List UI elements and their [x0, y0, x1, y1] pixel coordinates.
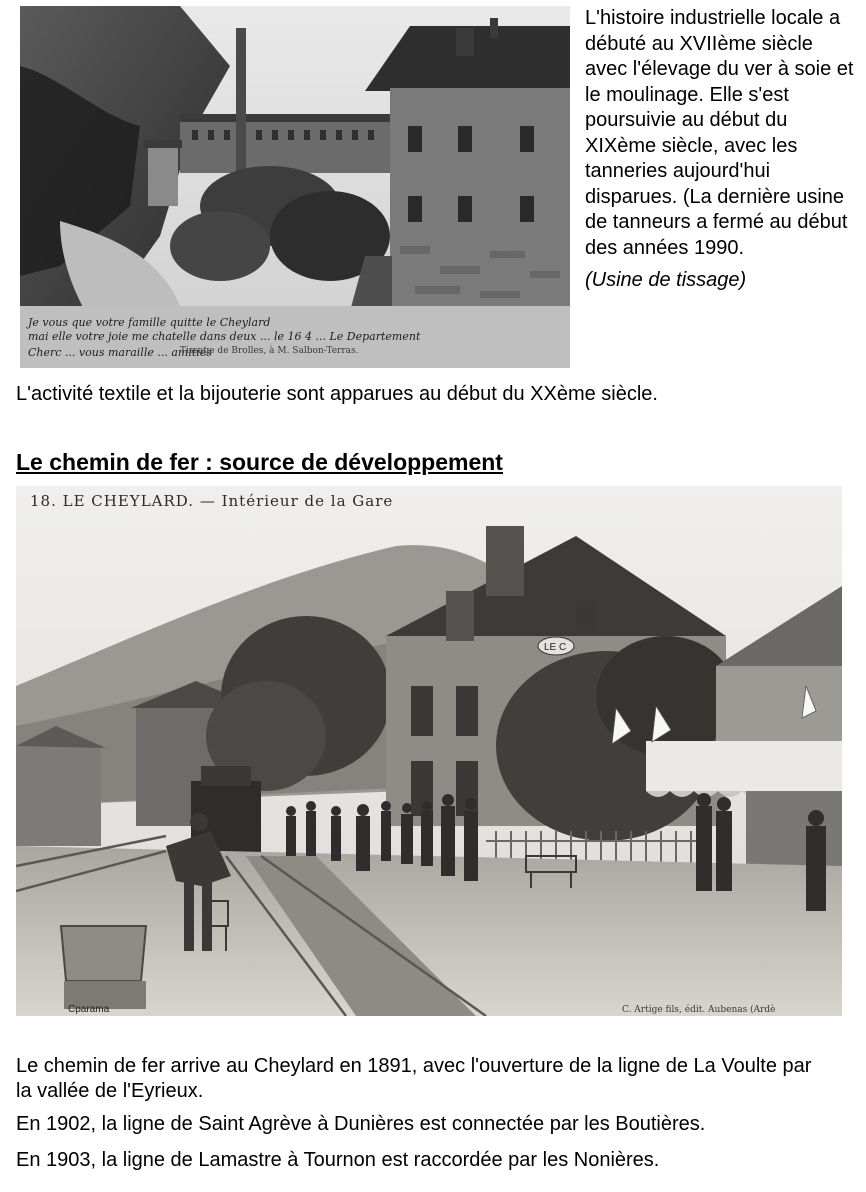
- textile-paragraph: L'activité textile et la bijouterie sont apparues au début du XXème siècle.: [16, 383, 658, 405]
- postcard-handwriting-line-1: Je vous que votre famille quitte le Cheylard: [28, 316, 271, 329]
- section-title: Le chemin de fer : source de développement: [16, 449, 503, 475]
- station-photo-illustration: [16, 486, 842, 1016]
- factory-postcard-photo: [20, 6, 570, 368]
- railway-paragraph-1902: En 1902, la ligne de Saint Agrève à Dunières est connectée par les Boutières.: [16, 1113, 706, 1135]
- station-postcard-title: 18. LE CHEYLARD. — Intérieur de la Gare: [30, 492, 394, 510]
- postcard-handwriting-line-3: Cherc ... vous maraille ... amitiés: [28, 346, 212, 359]
- station-credit-left: Cparama: [68, 1004, 110, 1015]
- railway-paragraph-1903: En 1903, la ligne de Lamastre à Tournon est raccordée par les Nonières.: [16, 1149, 660, 1171]
- intro-text-block: [585, 6, 860, 294]
- railway-paragraph-1891: Le chemin de fer arrive au Cheylard en 1891, avec l'ouverture de la ligne de La Voulte par la vallée de l'Eyrieux.: [16, 1055, 812, 1102]
- station-credit-right: C. Artige fils, édit. Aubenas (Ardè: [622, 1005, 776, 1015]
- factory-photo-caption: (Usine de tissage): [585, 269, 747, 291]
- factory-photo-illustration: [20, 6, 570, 368]
- intro-paragraph: L'histoire industrielle locale a débuté au XVIIème siècle avec l'élevage du ver à soie et le moulinage. Elle s'est poursuivie au début du XIXème siècle, avec les tanneries aujourd'hui disparues. (La dernière usine de tanneurs a fermé au début des années 1990.: [585, 7, 854, 259]
- factory-postcard-caption: Tissage de Brolles, à M. Salbon-Terras.: [180, 346, 359, 356]
- station-postcard-photo: [16, 486, 842, 1016]
- station-sign-text: LE C: [544, 642, 567, 653]
- postcard-handwriting-line-2: mai elle votre joie me chatelle dans deux ... le 16 4 ... Le Departement: [28, 330, 421, 343]
